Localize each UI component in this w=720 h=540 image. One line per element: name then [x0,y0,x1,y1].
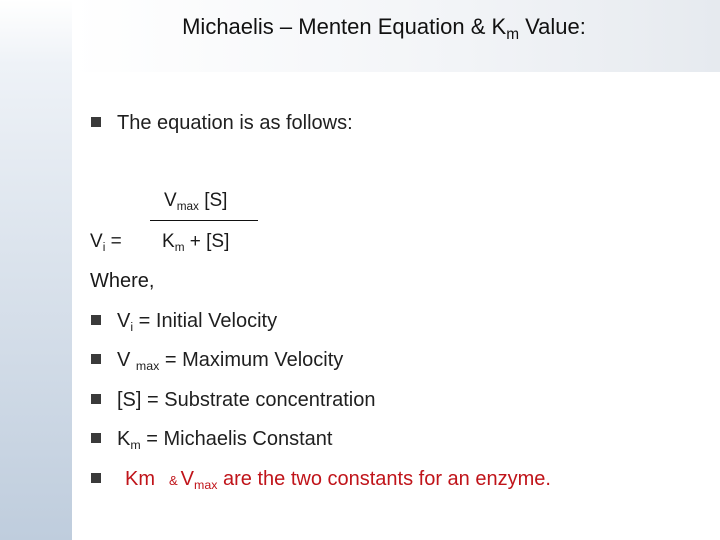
definition-symbol: V [117,310,131,332]
intro-bullet [91,112,353,135]
lhs-v: V [90,231,103,252]
note-km: Km [125,468,155,490]
title-subscript: m [506,26,520,44]
definition-subscript: max [135,358,160,373]
definition-subscript: i [130,319,134,334]
note-text: are the two constants for an enzyme. [217,468,551,490]
definition-item [91,310,277,333]
definition-text: = Maximum Velocity [159,349,344,371]
title-text: Michaelis – Menten Equation & K [182,14,507,39]
square-bullet-icon [91,394,101,404]
numerator-v: V [164,190,177,211]
numerator-subscript: max [176,199,199,213]
fraction-bar [150,220,258,221]
numerator-rest: [S] [198,190,228,211]
where-label: Where, [90,270,155,292]
equation-numerator [164,190,227,212]
equation-denominator [162,231,229,253]
definition-text: = Michaelis Constant [140,428,333,450]
denominator-rest: + [S] [184,231,230,252]
slide-title [24,14,720,44]
square-bullet-icon [91,433,101,443]
definition-subscript: m [130,437,141,452]
definition-item [91,389,376,412]
equation-lhs [90,231,122,253]
note-ampersand: & [169,473,178,488]
definition-text: = Initial Velocity [133,310,278,332]
denominator-subscript: m [174,240,185,254]
note-bullet [91,468,551,491]
definition-item [91,349,343,372]
side-decoration-band [0,0,72,540]
square-bullet-icon [91,354,101,364]
definition-item [91,428,332,451]
lhs-subscript: i [102,240,106,254]
square-bullet-icon [91,117,101,127]
title-suffix: Value: [519,14,586,39]
intro-text: The equation is as follows: [117,112,353,134]
note-v: V [180,468,195,490]
definition-symbol: V [117,349,136,371]
square-bullet-icon [91,315,101,325]
note-v-subscript: max [194,477,218,492]
square-bullet-icon [91,473,101,483]
definition-text: [S] = Substrate concentration [117,389,376,411]
lhs-equals: = [105,231,122,252]
denominator-k: K [162,231,175,252]
definition-symbol: K [117,428,131,450]
